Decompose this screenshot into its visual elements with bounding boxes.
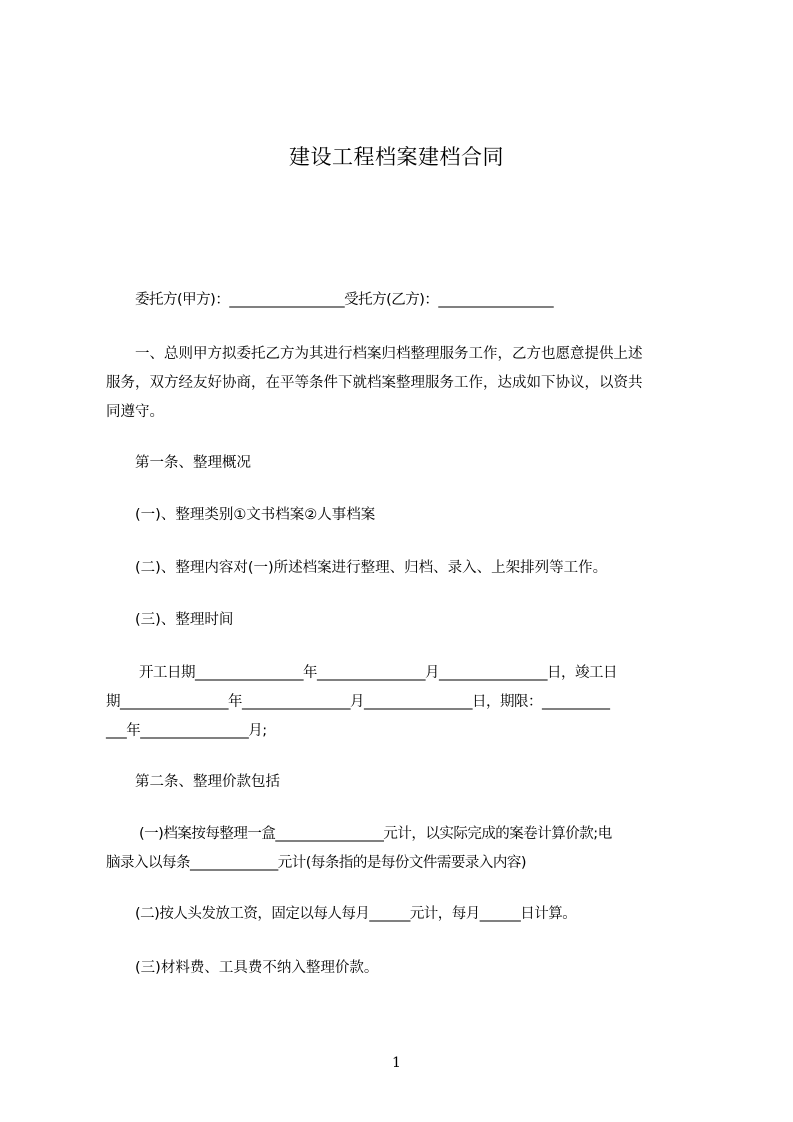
item-1-1 bbox=[106, 501, 702, 530]
page-number: 1 bbox=[392, 1055, 401, 1071]
article-2-heading bbox=[106, 768, 702, 797]
article-1-heading bbox=[106, 449, 702, 478]
item-2-2 bbox=[106, 900, 702, 929]
item-1-3 bbox=[106, 606, 702, 635]
price-clause bbox=[106, 820, 702, 878]
general-line-2: 服务，双方经友好协商，在平等条件下就档案整理服务工作，达成如下协议，以资共 bbox=[106, 375, 643, 391]
general-line-1: 一、总则甲方拟委托乙方为其进行档案归档整理服务工作，乙方也愿意提供上述 bbox=[135, 346, 643, 362]
item-2-2-text: (二)按人头发放工资，固定以每人每月______元计，每月______日计算。 bbox=[135, 906, 577, 922]
schedule-line-2: 期________________年________________月________________日，期限：__________ bbox=[106, 694, 610, 710]
schedule-line-3: ___年________________月; bbox=[106, 723, 267, 739]
item-1-1-text: (一)、整理类别①文书档案②人事档案 bbox=[135, 507, 376, 523]
article-1-heading-text: 第一条、整理概况 bbox=[135, 455, 251, 471]
item-1-2-text: (二)、整理内容对(一)所述档案进行整理、归档、录入、上架排列等工作。 bbox=[135, 560, 608, 576]
price-line-2: 脑录入以每条_____________元计(每条指的是每份文件需要录入内容) bbox=[106, 855, 527, 871]
article-2-heading-text: 第二条、整理价款包括 bbox=[135, 774, 280, 790]
item-2-3-text: (三)材料费、工具费不纳入整理价款。 bbox=[135, 960, 379, 976]
item-1-3-text: (三)、整理时间 bbox=[135, 612, 234, 628]
parties-line bbox=[106, 286, 702, 315]
item-1-2 bbox=[106, 554, 702, 583]
item-2-3 bbox=[106, 954, 702, 983]
document-title: 建设工程档案建档合同 bbox=[289, 145, 504, 169]
schedule-clause bbox=[106, 659, 702, 746]
general-line-3: 同遵守。 bbox=[106, 404, 164, 420]
schedule-line-1: 开工日期________________年________________月________________日，竣工日 bbox=[139, 665, 617, 681]
parties-text: 委托方(甲方)：_________________受托方(乙方)：_________________ bbox=[135, 292, 554, 308]
price-line-1: (一)档案按每整理一盒________________元计，以实际完成的案卷计算价款;电 bbox=[139, 826, 612, 842]
general-clause bbox=[106, 340, 702, 427]
